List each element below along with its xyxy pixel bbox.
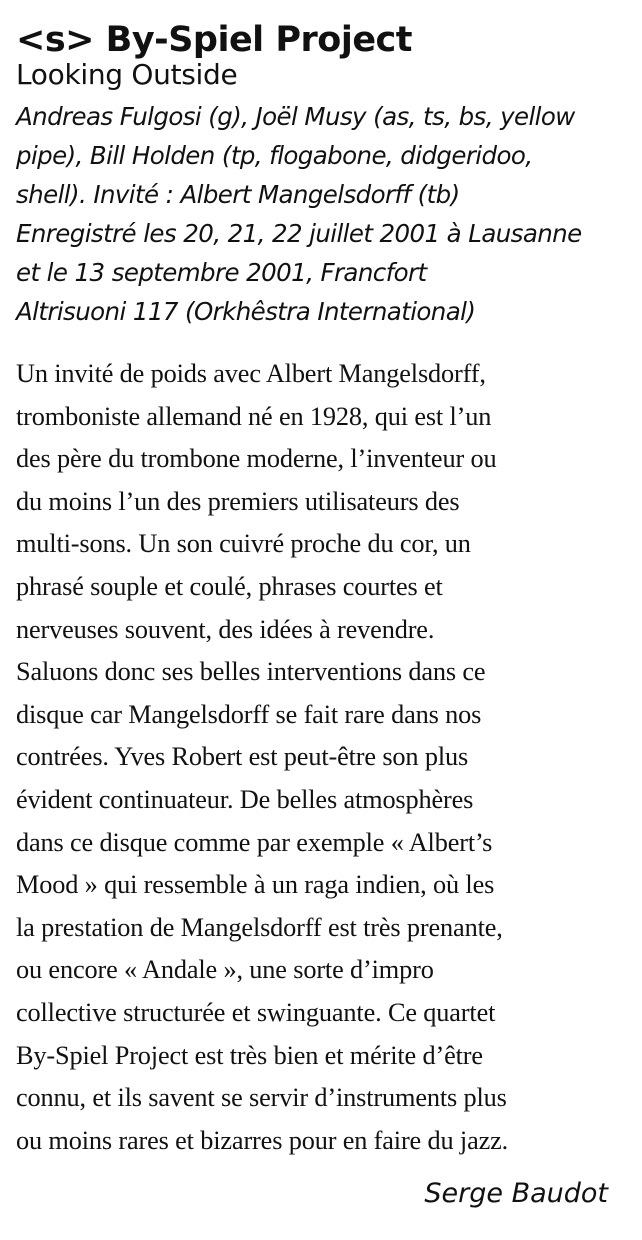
review-line: By-Spiel Project est très bien et mérite d’être — [16, 1040, 483, 1070]
review-line: des père du trombone moderne, l’inventeur ou — [16, 444, 497, 474]
album-subtitle: Looking Outside — [16, 58, 238, 91]
review-line: ou moins rares et bizarres pour en faire du jazz. — [16, 1125, 509, 1155]
review-line: ou encore « Andale », une sorte d’impro — [16, 955, 434, 985]
review-line: connu, et ils savent se servir d’instruments plus — [16, 1083, 507, 1113]
album-review — [16, 18, 612, 1162]
review-line: évident continuateur. De belles atmosphères — [16, 784, 474, 814]
review-line: contrées. Yves Robert est peut-être son plus — [16, 742, 469, 772]
review-line: multi-sons. Un son cuivré proche du cor, un — [16, 529, 471, 559]
review-line: Mood » qui ressemble à un raga indien, où les — [16, 870, 495, 900]
review-line: disque car Mangelsdorff se fait rare dans nos — [16, 699, 482, 729]
review-line: dans ce disque comme par exemple « Albert’s — [16, 827, 493, 857]
review-line: la prestation de Mangelsdorff est très prenante, — [16, 912, 503, 942]
album-title: <s> By-Spiel Project — [16, 20, 413, 60]
label-info-line: Altrisuoni 117 (Orkhêstra International) — [16, 297, 476, 326]
review-line: nerveuses souvent, des idées à revendre. — [16, 614, 435, 644]
review-line: du moins l’un des premiers utilisateurs des — [16, 486, 460, 516]
review-line: collective structurée et swinguante. Ce quartet — [16, 997, 496, 1027]
credit-line: pipe), Bill Holden (tp, flogabone, didgeridoo, — [16, 141, 533, 170]
credits-block — [16, 97, 612, 331]
recording-info-line: et le 13 septembre 2001, Francfort — [16, 258, 427, 287]
review-line: tromboniste allemand né en 1928, qui est l’un — [16, 401, 492, 431]
review-body — [16, 353, 612, 1162]
review-line: Un invité de poids avec Albert Mangelsdorff, — [16, 359, 486, 388]
credit-line: shell). Invité : Albert Mangelsdorff (tb) — [16, 180, 460, 209]
review-line: phrasé souple et coulé, phrases courtes et — [16, 571, 443, 601]
recording-info-line: Enregistré les 20, 21, 22 juillet 2001 à Lausanne — [16, 219, 582, 248]
review-line: Saluons donc ses belles interventions dans ce — [16, 657, 486, 687]
credit-line: Andreas Fulgosi (g), Joël Musy (as, ts, bs, yellow — [16, 102, 575, 131]
author-signature: Serge Baudot — [424, 1178, 608, 1209]
